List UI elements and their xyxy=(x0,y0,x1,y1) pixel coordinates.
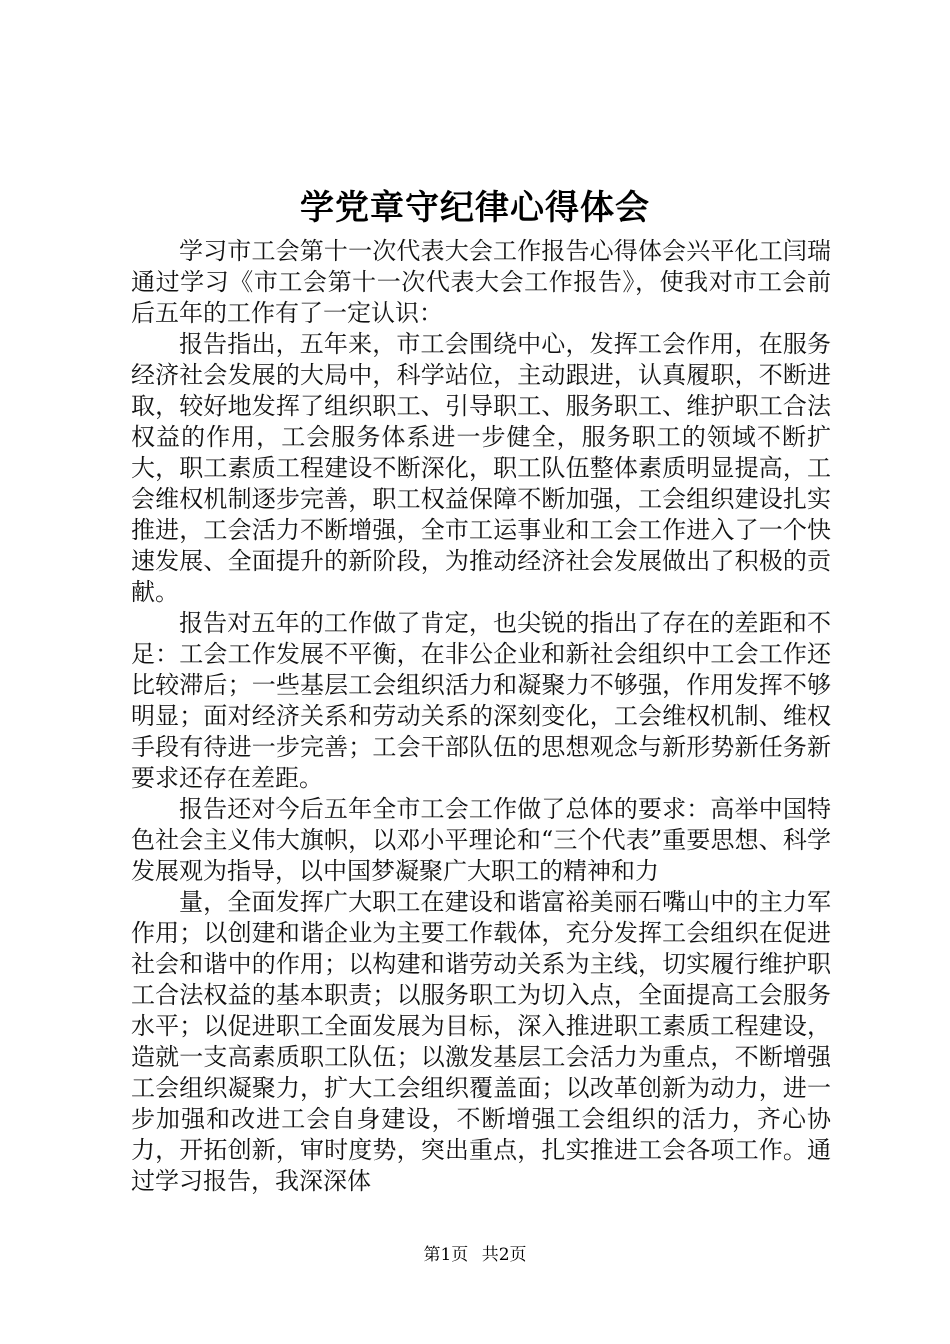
page-footer xyxy=(0,1243,950,1267)
paragraph-5: 量，全面发挥广大职工在建设和谐富裕美丽石嘴山中的主力军作用；以创建和谐企业为主要工作载体，充分发挥工会组织在促进社会和谐中的作用；以构建和谐劳动关系为主线，切实履行维护职工合法权益的基本职责；以服务职工为切入点，全面提高工会服务水平；以促进职工全面发展为目标，深入推进职工素质工程建设，造就一支高素质职工队伍；以激发基层工会活力为重点，不断增强工会组织凝聚力，扩大工会组织覆盖面；以改革创新为动力，进一步加强和改进工会自身建设，不断增强工会组织的活力，齐心协力，开拓创新，审时度势，突出重点，扎实推进工会各项工作。通过学习报告，我深深体 xyxy=(131,888,831,1195)
paragraph-4: 报告还对今后五年全市工会工作做了总体的要求：高举中国特色社会主义伟大旗帜，以邓小平理论和“三个代表”重要思想、科学发展观为指导，以中国梦凝聚广大职工的精神和力 xyxy=(131,795,831,885)
paragraph-1: 学习市工会第十一次代表大会工作报告心得体会兴平化工闫瑞通过学习《市工会第十一次代表大会工作报告》，使我对市工会前后五年的工作有了一定认识： xyxy=(131,237,831,327)
page-total: 共2页 xyxy=(481,1245,527,1265)
page-number: 第1页 xyxy=(423,1245,469,1265)
paragraph-3: 报告对五年的工作做了肯定，也尖锐的指出了存在的差距和不足：工会工作发展不平衡，在非公企业和新社会组织中工会工作还比较滞后；一些基层工会组织活力和凝聚力不够强，作用发挥不够明显；面对经济关系和劳动关系的深刻变化，工会维权机制、维权手段有待进一步完善；工会干部队伍的思想观念与新形势新任务新要求还存在差距。 xyxy=(131,609,831,792)
document-title: 学党章守纪律心得体会 xyxy=(300,188,650,228)
paragraph-2: 报告指出，五年来，市工会围绕中心，发挥工会作用，在服务经济社会发展的大局中，科学站位，主动跟进，认真履职，不断进取，较好地发挥了组织职工、引导职工、服务职工、维护职工合法权益的作用，工会服务体系进一步健全，服务职工的领域不断扩大，职工素质工程建设不断深化，职工队伍整体素质明显提高，工会维权机制逐步完善，职工权益保障不断加强，工会组织建设扎实推进，工会活力不断增强，全市工运事业和工会工作进入了一个快速发展、全面提升的新阶段，为推动经济社会发展做出了积极的贡献。 xyxy=(131,330,831,606)
document-body xyxy=(131,236,831,1197)
